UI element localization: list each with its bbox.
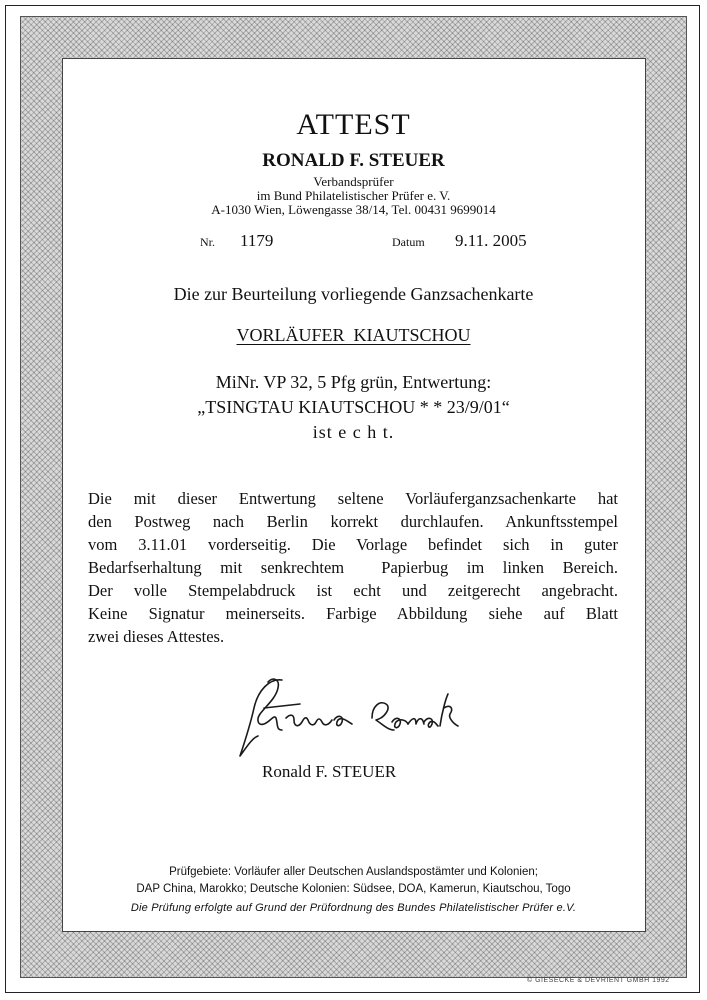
description-line: Bedarfserhaltung mit senkrechtem Papierbug im linken Bereich. bbox=[88, 558, 618, 577]
signatory-name: Ronald F. STEUER bbox=[262, 762, 397, 781]
description-line: den Postweg nach Berlin korrekt durchlaufen. Ankunftsstempel bbox=[88, 512, 618, 531]
examiner-role: Verbandsprüfer bbox=[313, 174, 394, 189]
description-line: Der volle Stempelabdruck ist echt und zeitgerecht angebracht. bbox=[88, 581, 618, 600]
document-title: ATTEST bbox=[296, 108, 411, 141]
examiner-name: RONALD F. STEUER bbox=[262, 150, 445, 171]
cancellation-line: „TSINGTAU KIAUTSCHOU * * 23/9/01“ bbox=[197, 397, 510, 417]
examiner-association: im Bund Philatelistischer Prüfer e. V. bbox=[256, 188, 451, 203]
item-heading: VORLÄUFER KIAUTSCHOU bbox=[236, 325, 471, 345]
catalog-line: MiNr. VP 32, 5 Pfg grün, Entwertung: bbox=[215, 372, 492, 392]
description-block bbox=[88, 487, 618, 648]
footer-regulation-line: Die Prüfung erfolgte auf Grund der Prüfordnung des Bundes Philatelistischer Prüfer e.V. bbox=[130, 902, 577, 914]
examiner-address: A-1030 Wien, Löwengasse 38/14, Tel. 00431 9699014 bbox=[211, 202, 496, 217]
description-line: vom 3.11.01 vorderseitig. Die Vorlage befindet sich in guter bbox=[88, 535, 618, 554]
subject-line: Die zur Beurteilung vorliegende Ganzsachenkarte bbox=[173, 284, 534, 304]
certificate-number: 1179 bbox=[240, 231, 274, 250]
number-label: Nr. bbox=[200, 235, 215, 249]
printer-imprint: © GIESECKE & DEVRIENT GMBH 1992 bbox=[527, 977, 670, 984]
verdict-line: ist e c h t. bbox=[312, 422, 395, 442]
date-label: Datum bbox=[392, 235, 425, 249]
description-line: zwei dieses Attestes. bbox=[88, 627, 225, 646]
description-line: Keine Signatur meinerseits. Farbige Abbildung siehe auf Blatt bbox=[88, 604, 618, 623]
footer-scope-line: Prüfgebiete: Vorläufer aller Deutschen Auslandspostämter und Kolonien; bbox=[169, 866, 538, 878]
handwritten-signature bbox=[230, 668, 470, 768]
footer-areas-line: DAP China, Marokko; Deutsche Kolonien: Südsee, DOA, Kamerun, Kiautschou, Togo bbox=[136, 883, 571, 895]
description-line: Die mit dieser Entwertung seltene Vorläuferganzsachenkarte hat bbox=[88, 489, 618, 508]
certificate-date: 9.11. 2005 bbox=[455, 231, 527, 250]
